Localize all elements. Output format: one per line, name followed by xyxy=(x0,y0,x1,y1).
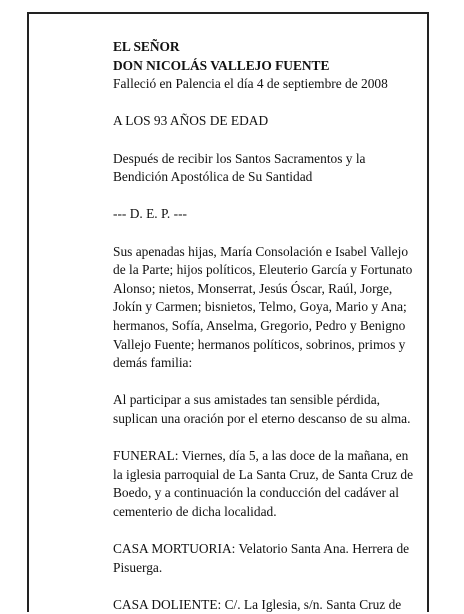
obituary-text xyxy=(113,38,415,614)
sacraments-paragraph: Después de recibir los Santos Sacramentos y la Bendición Apostólica de Su Santidad xyxy=(113,150,366,185)
funeral-paragraph: FUNERAL: Viernes, día 5, a las doce de la mañana, en la iglesia parroquial de La Santa Cruz, de Santa Cruz de Boedo, y a continuación la conducción del cadáver al cementerio de dicha localidad. xyxy=(113,448,414,519)
rip-line: --- D. E. P. --- xyxy=(113,206,188,222)
family-paragraph: Sus apenadas hijas, María Consolación e Isabel Vallejo de la Parte; hijos políticos, Eleuterio García y Fortunato Alonso; nietos, Monserrat, Jesús Óscar, Raúl, Jorge, Jokín y Carmen; bisnietos, Telmo, Goya, Mario y Ana; hermanos, Sofía, Anselma, Gregorio, Pedro y Benigno Vallejo Fuente; hermanos políticos, sobrinos, primos y demás familia: xyxy=(113,243,413,371)
mourning-house-paragraph: CASA DOLIENTE: C/. La Iglesia, s/n. Santa Cruz de xyxy=(113,596,402,612)
mortuary-paragraph: CASA MORTUORIA: Velatorio Santa Ana. Herrera de Pisuerga. xyxy=(113,541,410,575)
deceased-name: DON NICOLÁS VALLEJO FUENTE xyxy=(113,57,330,73)
age-line: A LOS 93 AÑOS DE EDAD xyxy=(113,113,269,129)
death-notice: Falleció en Palencia el día 4 de septiembre de 2008 xyxy=(113,76,388,92)
request-paragraph: Al participar a sus amistades tan sensible pérdida, suplican una oración por el eterno descanso de su alma. xyxy=(113,392,411,426)
deceased-title: EL SEÑOR xyxy=(113,39,180,54)
